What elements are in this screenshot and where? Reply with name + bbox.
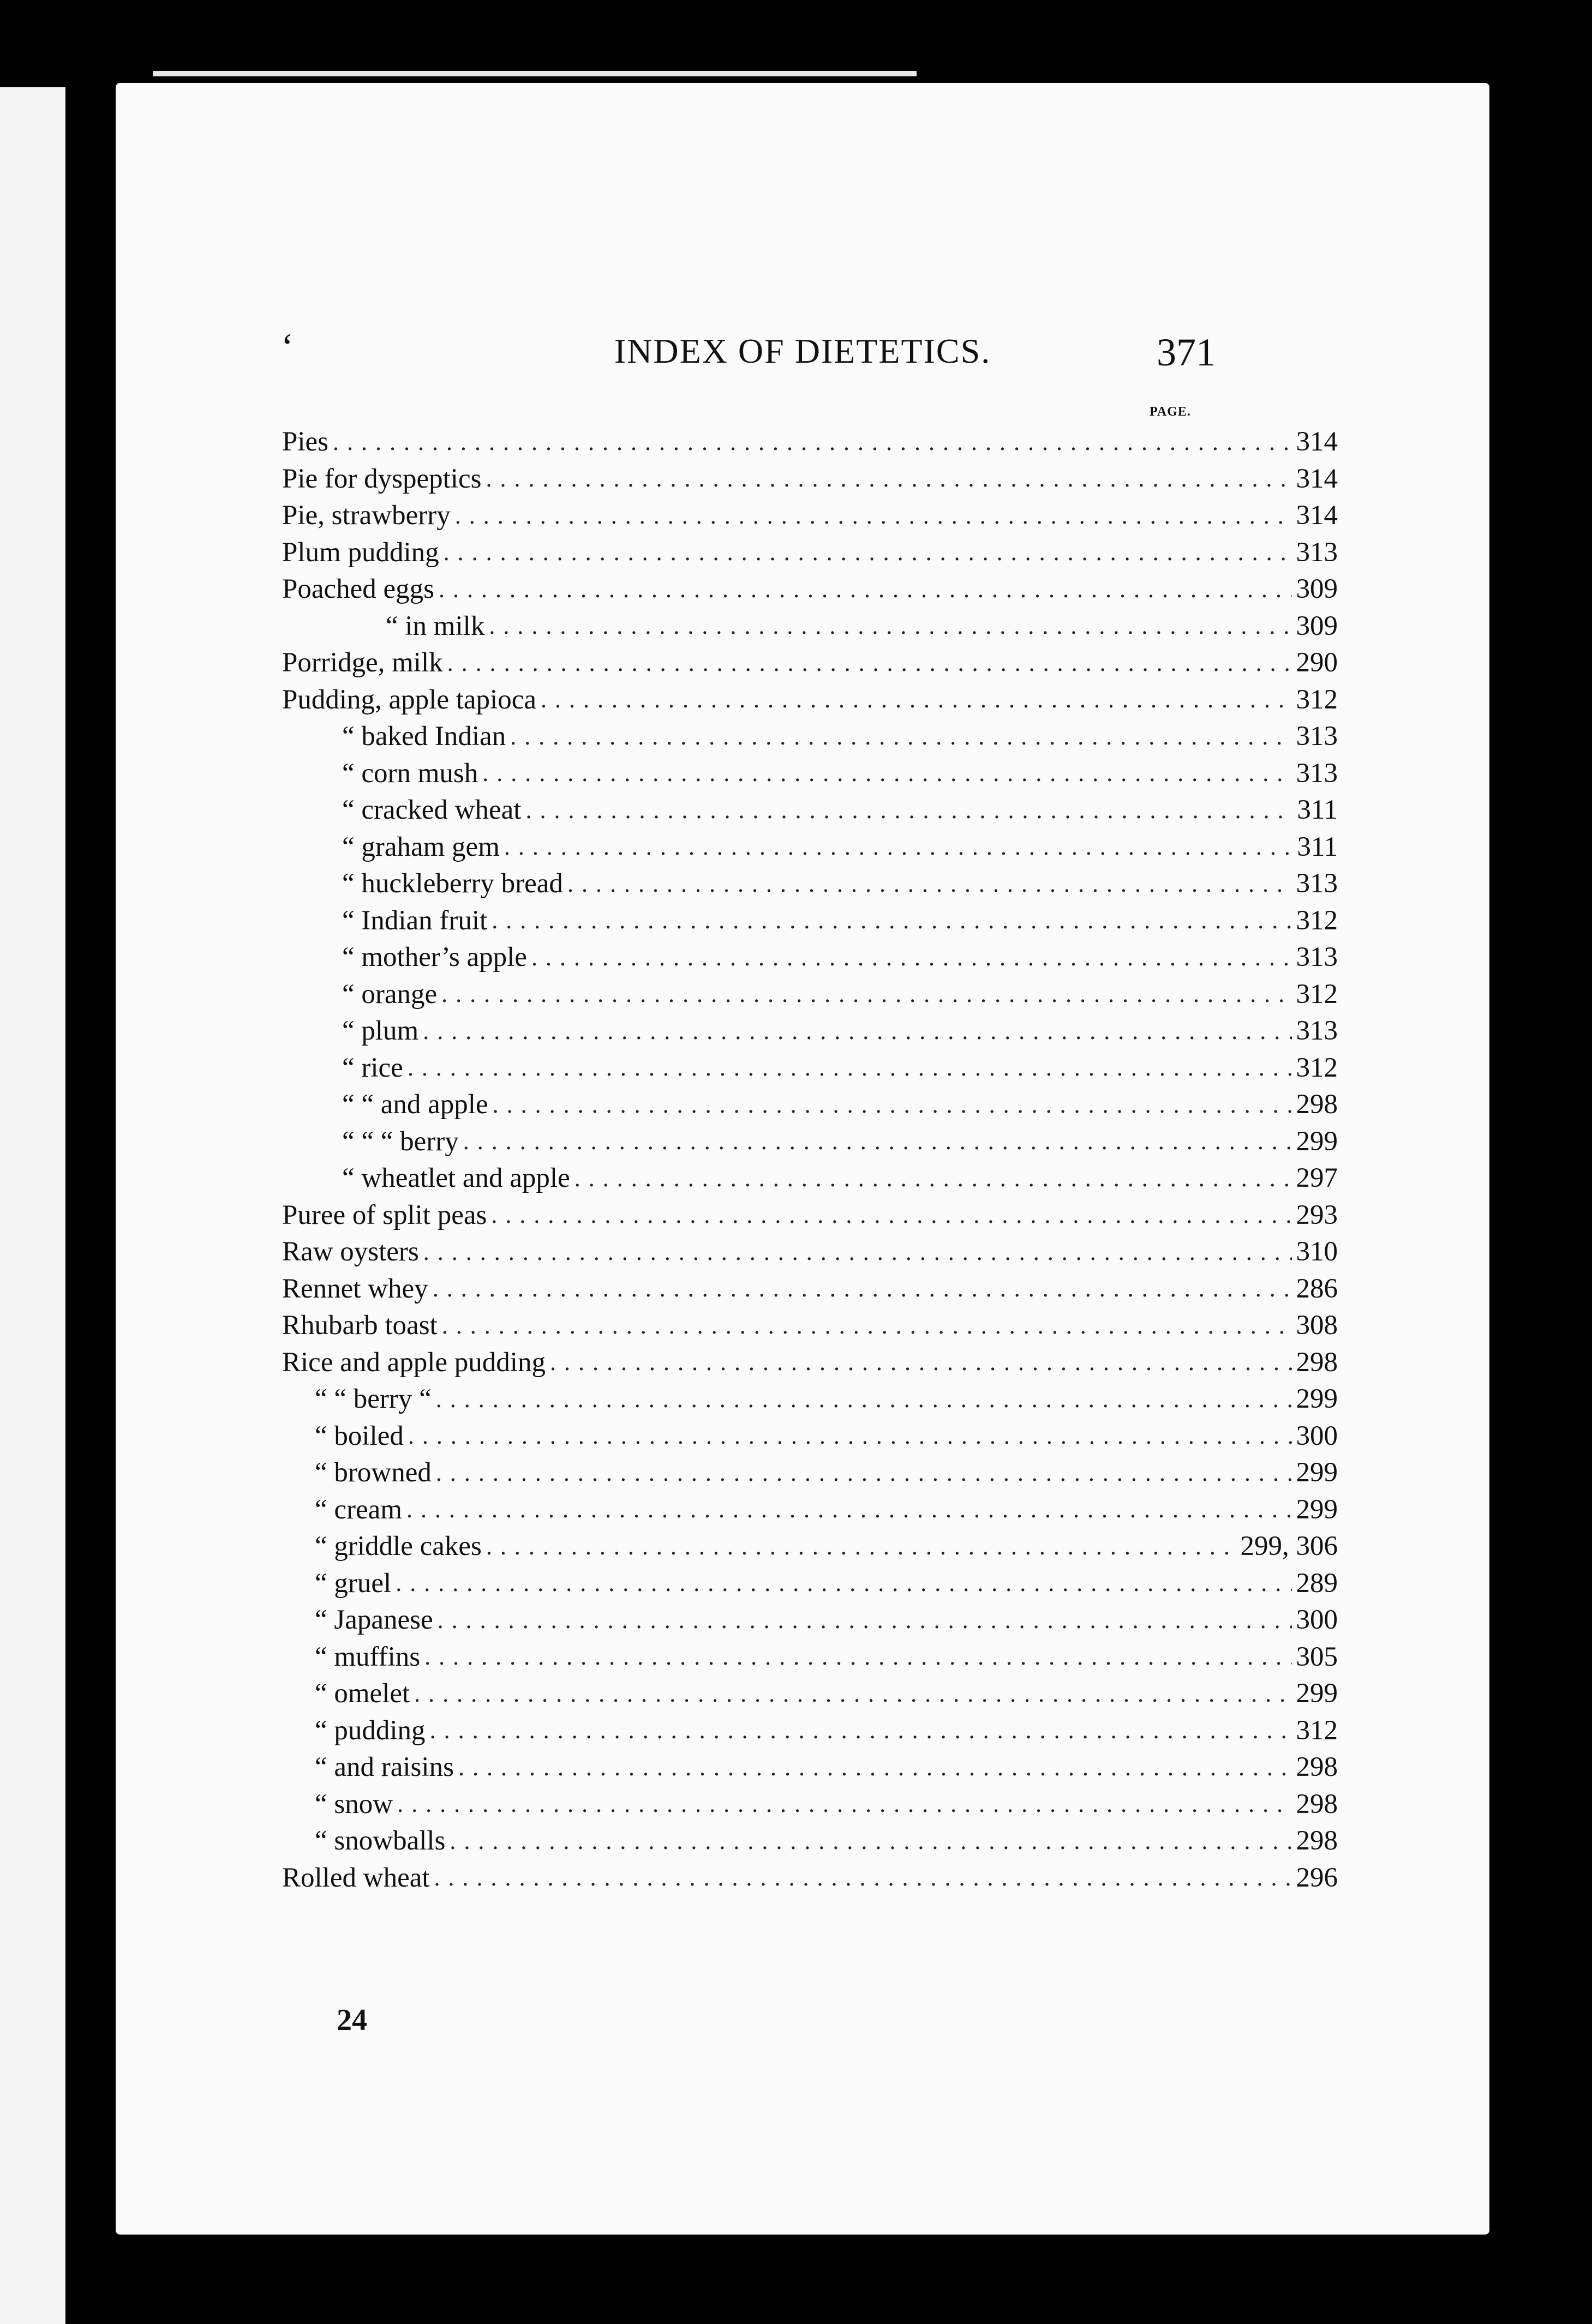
index-entry [282, 1381, 1338, 1418]
entry-term: “ “ berry “ [315, 1384, 432, 1415]
entry-page: 300 [1296, 1605, 1338, 1636]
page-number: 371 [1157, 331, 1216, 374]
index-entries [282, 424, 1338, 1896]
entry-term: “ griddle cakes [315, 1531, 482, 1562]
entry-page: 298 [1296, 1347, 1338, 1378]
dot-leader [414, 1682, 1291, 1706]
entry-term: Pudding, apple tapioca [282, 684, 536, 715]
entry-page: 298 [1296, 1089, 1338, 1120]
index-entry [282, 1528, 1338, 1565]
dot-leader [531, 946, 1292, 970]
dot-leader [333, 430, 1291, 454]
entry-term: Pie, strawberry [282, 500, 451, 531]
running-header [116, 317, 1489, 383]
index-entry [282, 755, 1338, 792]
index-entry [282, 1344, 1338, 1382]
dot-leader [550, 1350, 1292, 1374]
entry-term: Plum pudding [282, 537, 439, 568]
dot-leader [493, 1093, 1292, 1117]
entry-page: 289 [1296, 1568, 1338, 1599]
dot-leader [436, 1388, 1292, 1412]
entry-page: 312 [1296, 978, 1338, 1010]
dot-leader [444, 541, 1292, 565]
entry-page: 313 [1296, 1016, 1338, 1047]
index-entry [282, 571, 1338, 608]
index-entry [282, 1013, 1338, 1050]
entry-term: Puree of split peas [282, 1199, 487, 1230]
entry-page: 313 [1296, 942, 1338, 973]
index-entry [282, 1823, 1338, 1860]
index-entry [282, 1713, 1338, 1750]
entry-term: “ boiled [315, 1420, 404, 1451]
entry-term: “ mother’s apple [342, 942, 527, 973]
entry-term: “ Japanese [315, 1605, 433, 1636]
dot-leader [486, 1535, 1236, 1559]
index-entry [282, 829, 1338, 866]
dot-leader [436, 1461, 1292, 1485]
page-column-label: PAGE. [1150, 405, 1191, 419]
entry-page: 313 [1296, 721, 1338, 752]
entry-page: 312 [1296, 905, 1338, 936]
binding-gutter [65, 82, 117, 2324]
entry-term: “ gruel [315, 1568, 392, 1599]
page-title: INDEX OF DIETETICS. [614, 332, 991, 370]
dot-leader [430, 1719, 1292, 1743]
entry-page: 299 [1296, 1126, 1338, 1157]
index-entry [282, 1455, 1338, 1492]
entry-page: 299 [1296, 1678, 1338, 1709]
entry-page: 313 [1296, 758, 1338, 789]
dot-leader [510, 725, 1291, 749]
entry-page: 297 [1296, 1163, 1338, 1194]
entry-term: “ Indian fruit [342, 905, 488, 936]
dot-leader [458, 1756, 1292, 1780]
entry-page: 299 [1296, 1384, 1338, 1415]
entry-page: 286 [1296, 1273, 1338, 1304]
entry-term: “ rice [342, 1052, 403, 1083]
entry-page: 312 [1296, 684, 1338, 715]
entry-term: “ cracked wheat [342, 795, 522, 826]
entry-page: 298 [1296, 1752, 1338, 1783]
dot-leader [408, 1424, 1292, 1448]
entry-term: “ graham gem [342, 831, 500, 862]
dot-leader [567, 872, 1292, 896]
index-entry [282, 1271, 1338, 1308]
dot-leader [396, 1571, 1291, 1595]
dot-leader [525, 798, 1292, 822]
entry-page: 314 [1296, 463, 1338, 494]
index-entry [282, 1602, 1338, 1639]
dot-leader [406, 1498, 1292, 1522]
index-entry [282, 1492, 1338, 1529]
entry-page: 298 [1296, 1825, 1338, 1857]
dot-leader [441, 982, 1291, 1006]
index-entry [282, 1086, 1338, 1124]
dot-leader [442, 1314, 1292, 1338]
entry-term: “ wheatlet and apple [342, 1163, 570, 1194]
facing-page-edge [0, 87, 65, 2324]
dot-leader [482, 761, 1291, 785]
index-entry [282, 1565, 1338, 1602]
entry-term: “ huckleberry bread [342, 868, 563, 899]
header-mark: ‘ [281, 326, 294, 368]
dot-leader [423, 1019, 1291, 1043]
index-entry [282, 1234, 1338, 1271]
entry-term: “ and raisins [315, 1752, 454, 1783]
dot-leader [450, 1829, 1291, 1853]
index-entry [282, 1786, 1338, 1823]
index-entry [282, 792, 1338, 829]
entry-term: Porridge, milk [282, 647, 443, 678]
entry-page: 299 [1296, 1494, 1338, 1525]
dot-leader [408, 1056, 1292, 1080]
index-entry [282, 682, 1338, 719]
entry-term: Rhubarb toast [282, 1310, 438, 1341]
dot-leader [574, 1167, 1292, 1191]
entry-term: “ cream [315, 1494, 402, 1525]
entry-page: 308 [1296, 1310, 1338, 1341]
dot-leader [489, 614, 1291, 638]
index-entry [282, 939, 1338, 976]
entry-term: Pie for dyspeptics [282, 463, 482, 494]
entry-term: Pies [282, 427, 329, 458]
dot-leader [463, 1130, 1292, 1154]
entry-term: Poached eggs [282, 574, 435, 605]
dot-leader [434, 1866, 1292, 1890]
index-entry [282, 1676, 1338, 1713]
dot-leader [438, 1608, 1292, 1632]
entry-term: “ orange [342, 978, 438, 1010]
entry-page: 299 [1296, 1457, 1338, 1488]
dot-leader [447, 651, 1292, 675]
entry-term: “ “ “ berry [342, 1126, 459, 1157]
entry-page: 305 [1296, 1641, 1338, 1672]
entry-page: 290 [1296, 647, 1338, 678]
entry-page: 298 [1296, 1788, 1338, 1819]
index-entry [282, 645, 1338, 682]
entry-term: “ muffins [315, 1641, 421, 1672]
dot-leader [492, 909, 1291, 933]
index-entry [282, 1749, 1338, 1786]
index-entry [282, 976, 1338, 1013]
entry-page: 309 [1296, 574, 1338, 605]
index-entry [282, 1124, 1338, 1161]
book-page [116, 83, 1489, 2235]
top-edge-streak [153, 71, 917, 76]
entry-term: Rice and apple pudding [282, 1347, 546, 1378]
entry-page: 293 [1296, 1199, 1338, 1230]
index-entry [282, 866, 1338, 903]
dot-leader [491, 1203, 1291, 1227]
entry-page: 314 [1296, 500, 1338, 531]
dot-leader [455, 504, 1292, 528]
dot-leader [397, 1792, 1291, 1816]
index-entry [282, 1639, 1338, 1676]
index-entry [282, 1418, 1338, 1455]
entry-term: “ snowballs [315, 1825, 446, 1857]
index-entry [282, 718, 1338, 755]
entry-page: 300 [1296, 1420, 1338, 1451]
index-entry [282, 1050, 1338, 1087]
dot-leader [433, 1277, 1292, 1301]
index-entry [282, 1160, 1338, 1197]
entry-term: Rolled wheat [282, 1862, 430, 1893]
entry-term: “ corn mush [342, 758, 478, 789]
entry-page: 309 [1296, 610, 1338, 641]
index-entry [282, 424, 1338, 461]
entry-term: “ browned [315, 1457, 432, 1488]
dot-leader [423, 1240, 1292, 1264]
entry-term: “ omelet [315, 1678, 410, 1709]
dot-leader [439, 578, 1291, 602]
index-entry [282, 497, 1338, 535]
entry-page: 312 [1296, 1715, 1338, 1746]
index-entry [282, 535, 1338, 572]
entry-term: Rennet whey [282, 1273, 428, 1304]
entry-term: “ snow [315, 1788, 393, 1819]
entry-page: 313 [1296, 537, 1338, 568]
signature-mark: 24 [337, 2003, 367, 2037]
index-entry [282, 608, 1338, 645]
entry-page: 311 [1297, 831, 1338, 862]
dot-leader [424, 1645, 1291, 1669]
entry-term: “ baked Indian [342, 721, 506, 752]
entry-term: “ pudding [315, 1715, 426, 1746]
index-entry [282, 1197, 1338, 1234]
entry-page: 296 [1296, 1862, 1338, 1893]
entry-page: 299, 306 [1240, 1531, 1338, 1562]
index-entry [282, 1860, 1338, 1897]
entry-page: 310 [1296, 1236, 1338, 1268]
dot-leader [486, 467, 1291, 491]
dot-leader [541, 688, 1292, 712]
entry-term: “ in milk [386, 610, 485, 641]
index-entry [282, 903, 1338, 940]
entry-page: 311 [1297, 795, 1338, 826]
entry-page: 314 [1296, 427, 1338, 458]
entry-term: “ plum [342, 1016, 419, 1047]
index-entry [282, 1307, 1338, 1344]
entry-page: 312 [1296, 1052, 1338, 1083]
entry-page: 313 [1296, 868, 1338, 899]
entry-term: Raw oysters [282, 1236, 419, 1268]
entry-term: “ “ and apple [342, 1089, 488, 1120]
index-entry [282, 461, 1338, 498]
dot-leader [504, 835, 1293, 859]
